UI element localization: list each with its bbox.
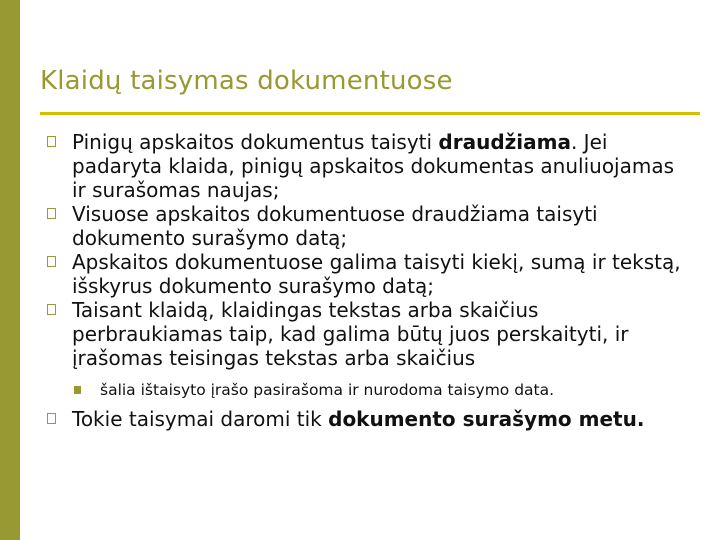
square-bullet-icon xyxy=(47,256,56,267)
bullet-text: Pinigų apskaitos dokumentus taisyti xyxy=(72,130,439,154)
square-bullet-icon xyxy=(47,304,56,315)
sub-bullet-item xyxy=(44,379,694,401)
title-underline xyxy=(40,112,700,115)
square-bullet-icon xyxy=(47,413,56,424)
square-bullet-icon xyxy=(47,136,56,147)
slide-title: Klaidų taisymas dokumentuose xyxy=(40,66,453,96)
bullet-item-2 xyxy=(44,202,694,250)
bullet-text: Apskaitos dokumentuose galima taisyti kiekį, sumą ir tekstą, išskyrus dokumento surašymo datą; xyxy=(72,250,681,298)
square-bullet-icon xyxy=(47,208,56,219)
bullet-text-after: . Jei padaryta klaida, pinigų apskaitos dokumentas anuliuojamas ir surašomas naujas; xyxy=(72,130,675,202)
bullet-text: Visuose apskaitos dokumentuose draudžiama taisyti dokumento surašymo datą; xyxy=(72,202,598,250)
bullet-item-4 xyxy=(44,298,694,370)
filled-square-bullet-icon xyxy=(74,386,81,394)
bullet-text: Tokie taisymai daromi tik xyxy=(72,407,329,431)
bullet-item-1 xyxy=(44,130,694,202)
bullet-item-5 xyxy=(44,407,694,431)
bullet-list xyxy=(44,130,694,431)
bullet-bold-text: dokumento surašymo metu. xyxy=(328,407,645,431)
bullet-item-3 xyxy=(44,250,694,298)
bullet-text: Taisant klaidą, klaidingas tekstas arba skaičius perbraukiamas taip, kad galima būtų juos perskaityti, ir įrašomas teisingas tekstas arba skaičius xyxy=(72,298,629,370)
sub-bullet-text: šalia ištaisyto įrašo pasirašoma ir nurodoma taisymo data. xyxy=(100,381,555,399)
left-accent-bar xyxy=(0,0,20,540)
bullet-bold-text: draudžiama xyxy=(438,130,571,154)
